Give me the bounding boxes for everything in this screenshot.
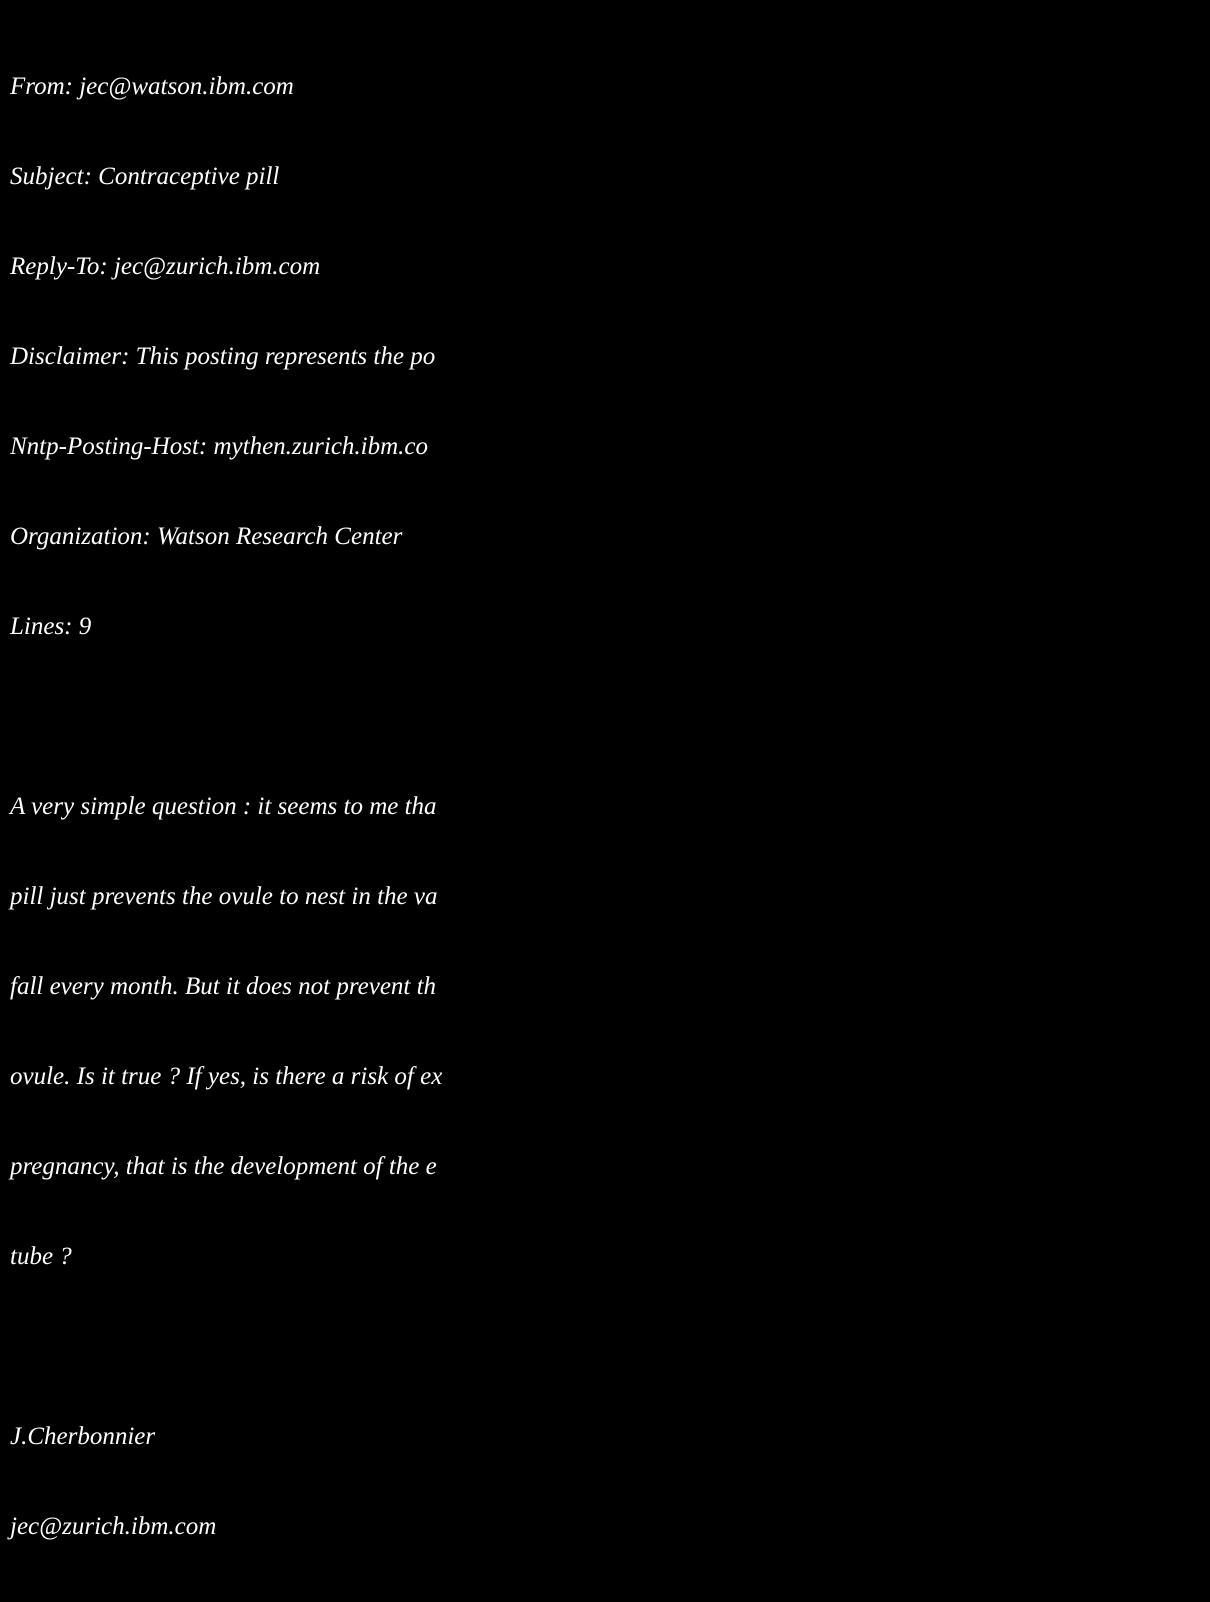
header-organization: Organization: Watson Research Center: [10, 523, 403, 550]
body-line: fall every month. But it does not prevent th: [10, 973, 437, 1000]
signature-email: jec@zurich.ibm.com: [10, 1513, 217, 1540]
email-message-view: [0, 0, 512, 1540]
body-line: ovule. Is it true ? If yes, is there a risk of ex: [10, 1063, 443, 1090]
header-reply-to: Reply-To: jec@zurich.ibm.com: [10, 253, 321, 280]
header-subject: Subject: Contraceptive pill: [10, 163, 280, 190]
blank-line: [10, 702, 1210, 732]
blank-line: [10, 1332, 1210, 1362]
header-from: From: jec@watson.ibm.com: [10, 73, 294, 100]
header-disclaimer: Disclaimer: This posting represents the po: [10, 343, 436, 370]
header-nntp-posting-host: Nntp-Posting-Host: mythen.zurich.ibm.co: [10, 433, 429, 460]
body-line: tube ?: [10, 1243, 72, 1270]
header-lines: Lines: 9: [10, 613, 92, 640]
body-line: A very simple question : it seems to me tha: [10, 793, 437, 820]
body-line: pill just prevents the ovule to nest in the va: [10, 883, 438, 910]
email-text: [10, 12, 1210, 1602]
signature-name: J.Cherbonnier: [10, 1423, 156, 1450]
body-line: pregnancy, that is the development of the e: [10, 1153, 437, 1180]
